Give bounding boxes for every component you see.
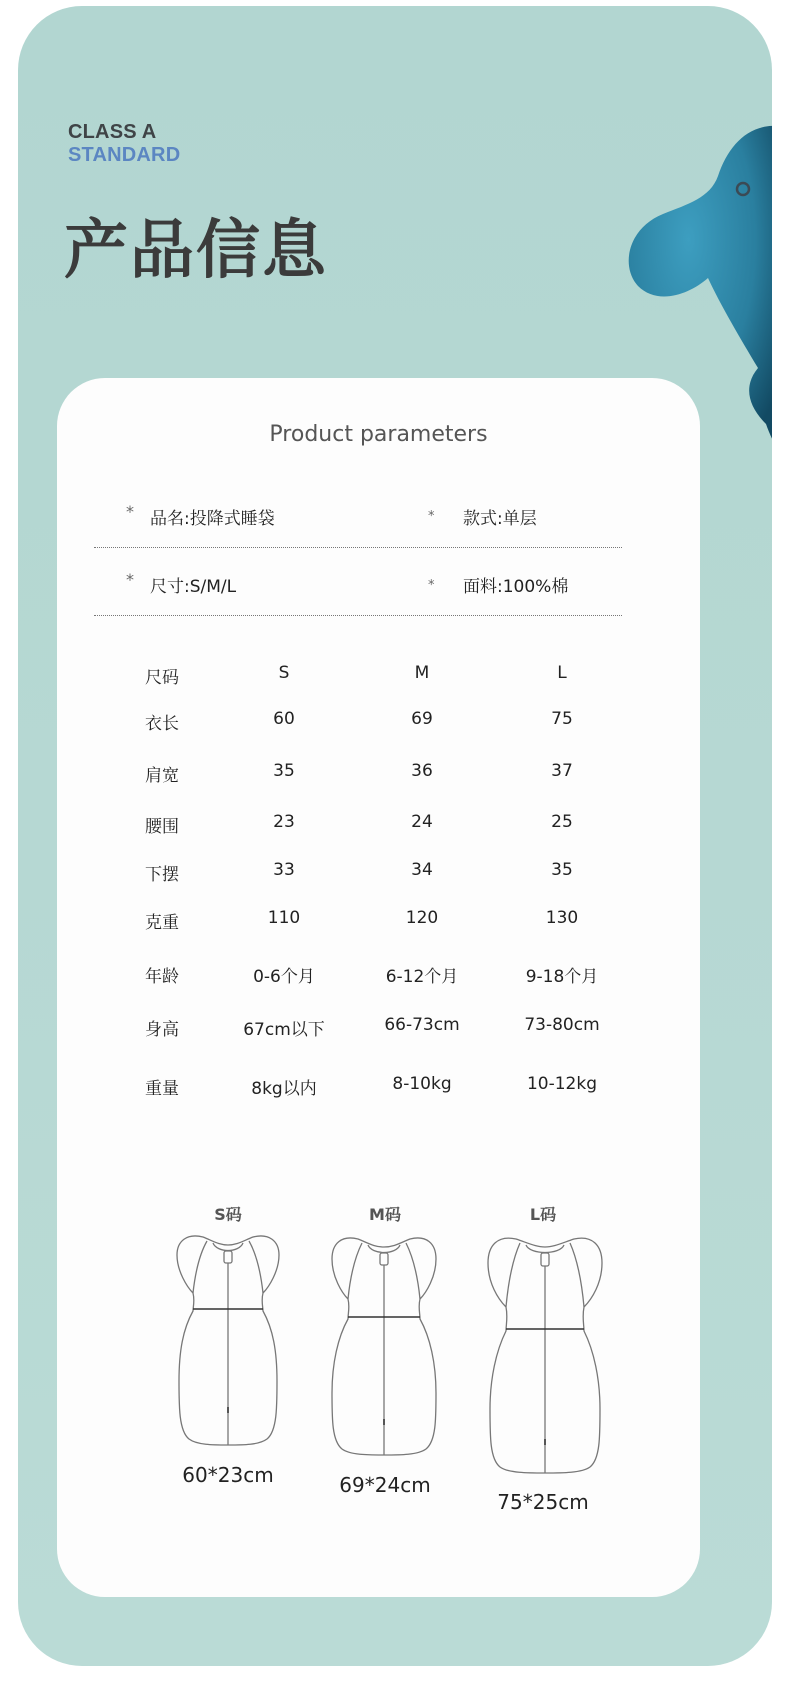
spec-row-1 <box>94 486 622 548</box>
table-row: 年龄 0-6个月 6-12个月 9-18个月 <box>145 967 599 987</box>
garment-caption-s: 60*23cm <box>182 1463 274 1487</box>
bullet-star-icon: * <box>428 578 435 593</box>
page-title: 产品信息 <box>64 214 328 288</box>
garment-label-m: M码 <box>369 1205 401 1224</box>
table-header-row: 尺码 S M L <box>145 663 567 688</box>
spec-fabric: * 面料:100%棉 <box>428 577 569 597</box>
spec-size: * 尺寸:S/M/L <box>126 570 237 597</box>
table-row: 腰围 23 24 25 <box>145 812 573 837</box>
garment-caption-m: 69*24cm <box>339 1473 431 1497</box>
table-row: 肩宽 35 36 37 <box>145 761 573 786</box>
sleep-sack-s-icon <box>173 1231 283 1451</box>
spec-product-name: * 品名:投降式睡袋 <box>126 502 275 529</box>
bullet-star-icon: * <box>126 502 134 521</box>
brand-class-a: CLASS A <box>68 121 157 143</box>
garment-label-l: L码 <box>529 1205 557 1224</box>
brand-standard: STANDARD <box>68 144 181 166</box>
garment-label-s: S码 <box>214 1205 242 1224</box>
card-title: Product parameters <box>269 422 488 447</box>
product-parameters-card <box>57 378 700 1597</box>
bullet-star-icon: * <box>126 570 134 589</box>
garment-caption-l: 75*25cm <box>497 1490 589 1514</box>
table-row: 衣长 60 69 75 <box>145 709 573 734</box>
spec-row-2 <box>94 554 622 616</box>
table-row: 下摆 33 34 35 <box>145 860 573 885</box>
table-row: 重量 8kg以内 8-10kg 10-12kg <box>145 1074 598 1099</box>
table-row: 克重 110 120 130 <box>145 908 579 933</box>
sleep-sack-m-icon <box>328 1233 440 1461</box>
sleep-sack-l-icon <box>484 1233 606 1479</box>
spec-style: * 款式:单层 <box>428 509 537 529</box>
table-row: 身高 67cm以下 66-73cm 73-80cm <box>145 1015 600 1040</box>
bullet-star-icon: * <box>428 509 435 524</box>
